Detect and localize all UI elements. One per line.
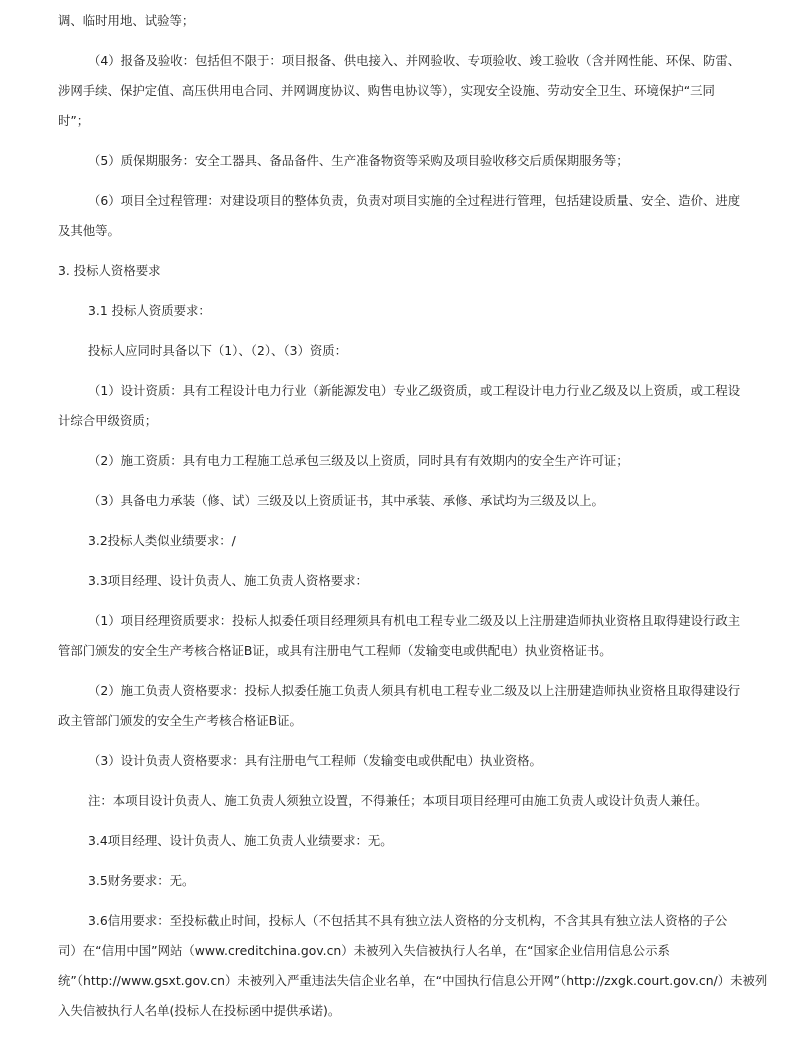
- paragraph-temp-land: [58, 6, 748, 36]
- subsection-heading: 3.3项目经理、设计负责人、施工负责人资格要求：: [88, 573, 368, 588]
- paragraph-design-lead: [58, 746, 748, 776]
- text-line: （1）项目经理资质要求：投标人拟委任项目经理须具有机电工程专业二级及以上注册建造师执业资格且取得建设行政主: [88, 613, 741, 628]
- text-line: 投标人应同时具备以下（1）、（2）、（3）资质：: [88, 343, 348, 358]
- paragraph-acceptance: [58, 46, 748, 76]
- text-line: （2）施工负责人资格要求：投标人拟委任施工负责人须具有机电工程专业二级及以上注册建造师执业资格且取得建设行: [88, 683, 741, 698]
- text-line: 政主管部门颁发的安全生产考核合格证B证。: [58, 713, 302, 728]
- text-line: （2）施工资质：具有电力工程施工总承包三级及以上资质，同时具有有效期内的安全生产许可证；: [88, 453, 629, 468]
- paragraph-construction-lead-cont: [58, 706, 748, 736]
- text-line: （4）报备及验收：包括但不限于：项目报备、供电接入、并网验收、专项验收、竣工验收（含并网性能、环保、防雷、: [88, 53, 741, 68]
- section-heading: 3. 投标人资格要求: [58, 263, 161, 278]
- text-line: （5）质保期服务：安全工器具、备品备件、生产准备物资等采购及项目验收移交后质保期服务等；: [88, 153, 629, 168]
- subsection-heading-3-5: [58, 866, 748, 896]
- text-line: （3）具备电力承装（修、试）三级及以上资质证书，其中承装、承修、承试均为三级及以上。: [88, 493, 604, 508]
- text-line: 注：本项目设计负责人、施工负责人须独立设置，不得兼任；本项目项目经理可由施工负责人或设计负责人兼任。: [88, 793, 708, 808]
- paragraph-power-installation: [58, 486, 748, 516]
- text-line: 时”；: [58, 113, 90, 128]
- paragraph-warranty: [58, 146, 748, 176]
- subsection-heading-3-1: [58, 296, 748, 326]
- text-line: 3.6信用要求：至投标截止时间，投标人（不包括其不具有独立法人资格的分支机构，不含其具有独立法人资格的子公: [88, 913, 728, 928]
- subsection-heading: 3.1 投标人资质要求：: [88, 303, 211, 318]
- paragraph-note: [58, 786, 748, 816]
- subsection-heading-3-2: [58, 526, 748, 556]
- paragraph-project-manager-cont: [58, 636, 748, 666]
- paragraph-construction-qualification: [58, 446, 748, 476]
- text-line: 及其他等。: [58, 223, 120, 238]
- text-line: （1）设计资质：具有工程设计电力行业（新能源发电）专业乙级资质，或工程设计电力行业乙级及以上资质，或工程设: [88, 383, 741, 398]
- text-line: 管部门颁发的安全生产考核合格证B证，或具有注册电气工程师（发输变电或供配电）执业资格证书。: [58, 643, 612, 658]
- text-line: 涉网手续、保护定值、高压供用电合同、并网调度协议、购售电协议等），实现安全设施、劳动安全卫生、环境保护“三同: [58, 83, 715, 98]
- text-line: 调、临时用地、试验等；: [58, 13, 195, 28]
- text-line: 入失信被执行人名单(投标人在投标函中提供承诺)。: [58, 1003, 341, 1018]
- subsection-heading: 3.5财务要求：无。: [88, 873, 195, 888]
- paragraph-project-management: [58, 186, 748, 216]
- paragraph-project-manager: [58, 606, 748, 636]
- subsection-heading-3-3: [58, 566, 748, 596]
- document-page: [58, 6, 768, 1026]
- paragraph-credit-cont: [58, 936, 768, 1026]
- paragraph-credit: [58, 906, 748, 936]
- subsection-heading-3-4: [58, 826, 748, 856]
- subsection-heading: 3.2投标人类似业绩要求：/: [88, 533, 236, 548]
- text-line: 司）在“信用中国”网站（www.creditchina.gov.cn）未被列入失信被执行人名单，在“国家企业信用信息公示系: [58, 943, 670, 958]
- text-line: （6）项目全过程管理：对建设项目的整体负责，负责对项目实施的全过程进行管理，包括建设质量、安全、造价、进度: [88, 193, 741, 208]
- text-line: 统”（http://www.gsxt.gov.cn）未被列入严重违法失信企业名单，在“中国执行信息公开网”（http://zxgk.court.gov.cn/）未被列: [58, 973, 768, 988]
- text-line: （3）设计负责人资格要求：具有注册电气工程师（发输变电或供配电）执业资格。: [88, 753, 542, 768]
- paragraph-design-qualification-cont: [58, 406, 748, 436]
- text-line: 计综合甲级资质；: [58, 413, 158, 428]
- paragraph-project-management-cont: [58, 216, 748, 246]
- paragraph-design-qualification: [58, 376, 748, 406]
- subsection-heading: 3.4项目经理、设计负责人、施工负责人业绩要求：无。: [88, 833, 393, 848]
- section-heading-qualification: [58, 256, 748, 286]
- paragraph-acceptance-cont: [58, 76, 748, 136]
- paragraph-construction-lead: [58, 676, 748, 706]
- paragraph-requirements-intro: [58, 336, 748, 366]
